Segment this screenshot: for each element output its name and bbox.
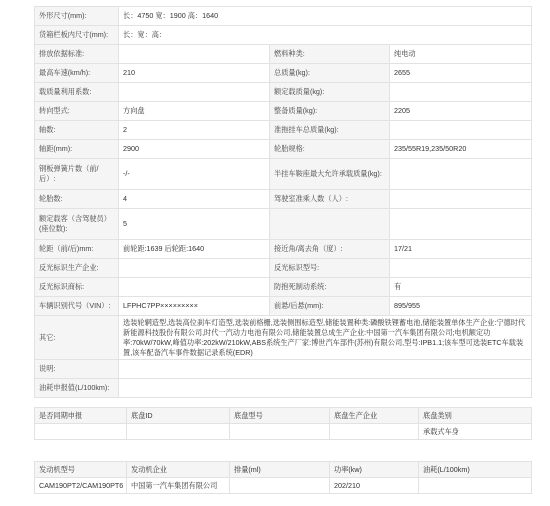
spec-label: 前悬/后悬(mm): — [270, 297, 390, 316]
spec-label: 说明: — [35, 360, 119, 379]
spec-value — [119, 259, 270, 278]
spec-label: 油耗申报值(L/100km): — [35, 379, 119, 398]
table-row — [35, 478, 532, 494]
spec-label: 整备质量(kg): — [270, 102, 390, 121]
spec-value: 纯电动 — [390, 45, 532, 64]
spec-value — [390, 121, 532, 140]
chassis-cell: 承载式车身 — [419, 424, 532, 440]
spec-value: 2900 — [119, 140, 270, 159]
chassis-column-header: 底盘类别 — [419, 408, 532, 424]
spec-label: 燃料种类: — [270, 45, 390, 64]
spec-value: 895/955 — [390, 297, 532, 316]
spec-label: 轴数: — [35, 121, 119, 140]
spec-row — [35, 316, 532, 360]
chassis-cell — [127, 424, 230, 440]
spec-row — [35, 121, 532, 140]
spec-row — [35, 83, 532, 102]
spec-row — [35, 45, 532, 64]
spec-row — [35, 379, 532, 398]
chassis-column-header: 是否同期申报 — [35, 408, 127, 424]
spec-value: 2 — [119, 121, 270, 140]
engine-column-header: 发动机企业 — [127, 462, 230, 478]
spec-value: 210 — [119, 64, 270, 83]
spec-value — [390, 159, 532, 190]
chassis-column-header: 底盘ID — [127, 408, 230, 424]
chassis-cell — [35, 424, 127, 440]
spec-value: 4 — [119, 190, 270, 209]
vehicle-spec-panel — [34, 6, 531, 398]
engine-cell — [230, 478, 330, 494]
spec-value: LFPHC7PP××××××××× — [119, 297, 270, 316]
spec-label: 排放依据标准: — [35, 45, 119, 64]
spec-label: 半挂车鞍座最大允许承载质量(kg): — [270, 159, 390, 190]
spec-row — [35, 209, 532, 240]
spec-row — [35, 278, 532, 297]
spec-value: 方向盘 — [119, 102, 270, 121]
engine-section — [34, 461, 531, 494]
spec-row — [35, 64, 532, 83]
spec-row — [35, 102, 532, 121]
spec-label: 防抱死制动系统: — [270, 278, 390, 297]
spec-value: -/- — [119, 159, 270, 190]
spec-value: 选装轮辋造型,选装高位刹车灯造型,选装前格栅,选装侧围标造型,储能装置种类:磷酸铁锂蓄电池,储能装置单体生产企业:宁德时代新能源科技股份有限公司,时代一汽动力电池有限公司,储能装置总成生产企业:中国第一汽车集团有限公司;电机额定功率:70kW/70kW,峰值功率:202kW/210kW,ABS系统生产厂家:博世汽车部件(苏州)有限公司,型号:IPB1.1;该车型可选装ETC车载装置,该车配备汽车事件数据记录系统(EDR) — [119, 316, 532, 360]
spec-label: 总质量(kg): — [270, 64, 390, 83]
spec-label: 车辆识别代号（VIN）: — [35, 297, 119, 316]
spec-row — [35, 7, 532, 26]
spec-label: 接近角/离去角（度）: — [270, 240, 390, 259]
spec-label: 钢板弹簧片数（前/后）: — [35, 159, 119, 190]
spec-row — [35, 360, 532, 379]
spec-row — [35, 240, 532, 259]
engine-column-header: 功率(kw) — [330, 462, 419, 478]
chassis-column-header: 底盘生产企业 — [330, 408, 419, 424]
engine-cell: 中国第一汽车集团有限公司 — [127, 478, 230, 494]
spec-label: 反光标识商标: — [35, 278, 119, 297]
spec-value: 2205 — [390, 102, 532, 121]
engine-column-header: 发动机型号 — [35, 462, 127, 478]
spec-label: 轮胎规格: — [270, 140, 390, 159]
spec-value: 长：4750 宽：1900 高：1640 — [119, 7, 532, 26]
spec-value — [119, 379, 532, 398]
spec-value: 有 — [390, 278, 532, 297]
spec-row — [35, 140, 532, 159]
spec-value — [119, 278, 270, 297]
spec-value — [119, 45, 270, 64]
spec-value — [119, 360, 532, 379]
spec-row — [35, 159, 532, 190]
spec-value: 17/21 — [390, 240, 532, 259]
spec-value: 前轮距:1639 后轮距:1640 — [119, 240, 270, 259]
engine-cell: CAM190PT2/CAM190PT6 — [35, 478, 127, 494]
spec-label: 轮距（前/后)mm: — [35, 240, 119, 259]
spec-label: 外形尺寸(mm): — [35, 7, 119, 26]
spec-value: 长：宽：高： — [119, 26, 532, 45]
spec-label: 货箱栏板内尺寸(mm): — [35, 26, 119, 45]
spec-value — [390, 83, 532, 102]
chassis-column-header: 底盘型号 — [230, 408, 330, 424]
spec-label: 载质量利用系数: — [35, 83, 119, 102]
engine-table — [34, 461, 532, 494]
spec-label: 额定载客（含驾驶员）(座位数): — [35, 209, 119, 240]
spec-label: 轮胎数: — [35, 190, 119, 209]
engine-column-header: 排量(ml) — [230, 462, 330, 478]
spec-label: 反光标识生产企业: — [35, 259, 119, 278]
spec-value: 5 — [119, 209, 270, 240]
spec-label: 其它: — [35, 316, 119, 360]
chassis-section — [34, 407, 531, 440]
chassis-cell — [330, 424, 419, 440]
spec-label: 额定载质量(kg): — [270, 83, 390, 102]
spec-table — [34, 6, 532, 398]
table-row — [35, 424, 532, 440]
spec-label: 驾驶室准乘人数（人）: — [270, 190, 390, 209]
engine-column-header: 油耗(L/100km) — [419, 462, 532, 478]
chassis-cell — [230, 424, 330, 440]
engine-cell — [419, 478, 532, 494]
spec-row — [35, 190, 532, 209]
engine-header-row — [35, 462, 532, 478]
spec-label — [270, 209, 390, 240]
spec-row — [35, 26, 532, 45]
spec-value: 2655 — [390, 64, 532, 83]
spec-label: 转向型式: — [35, 102, 119, 121]
engine-cell: 202/210 — [330, 478, 419, 494]
spec-value — [119, 83, 270, 102]
spec-label: 轴距(mm): — [35, 140, 119, 159]
spec-value — [390, 190, 532, 209]
chassis-table — [34, 407, 532, 440]
spec-value: 235/55R19,235/50R20 — [390, 140, 532, 159]
spec-label: 准拖挂车总质量(kg): — [270, 121, 390, 140]
spec-label: 反光标识型号: — [270, 259, 390, 278]
chassis-header-row — [35, 408, 532, 424]
spec-row — [35, 259, 532, 278]
spec-row — [35, 297, 532, 316]
spec-value — [390, 209, 532, 240]
spec-label: 最高车速(km/h): — [35, 64, 119, 83]
spec-value — [390, 259, 532, 278]
